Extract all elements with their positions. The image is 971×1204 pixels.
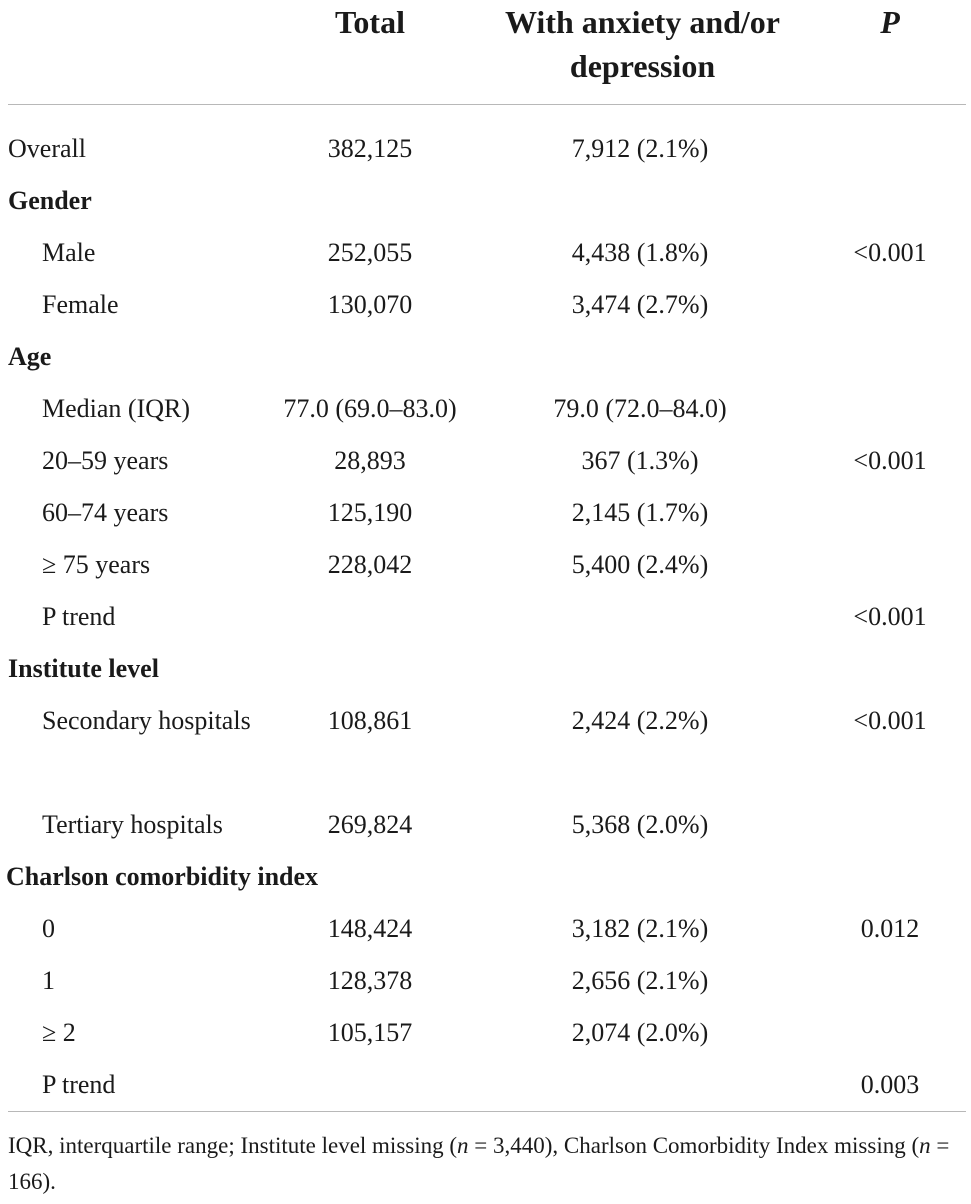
- footnote-n-var-2: n: [919, 1133, 931, 1158]
- section-gender: [0, 175, 971, 227]
- row-label: ≥ 2: [42, 1018, 76, 1047]
- header-total: Total: [335, 4, 405, 40]
- table-row-age-p-trend: [0, 591, 971, 643]
- row-label: 60–74 years: [42, 498, 169, 527]
- row-p: 0.003: [860, 1070, 920, 1099]
- table-row-female: [0, 279, 971, 331]
- header-with-anxiety-depression: [470, 0, 815, 88]
- table-row-cci-0: [0, 903, 971, 955]
- row-total: 269,824: [327, 810, 413, 839]
- table-row-cci-1: [0, 955, 971, 1007]
- row-label: Male: [42, 238, 96, 267]
- row-anx: 79.0 (72.0–84.0): [553, 394, 727, 423]
- table-row-male: [0, 227, 971, 279]
- header-divider: [8, 104, 966, 105]
- table-row-median-iqr: [0, 383, 971, 435]
- row-anx: 3,182 (2.1%): [571, 914, 709, 943]
- row-total: 108,861: [327, 706, 413, 735]
- row-total: 105,157: [327, 1018, 413, 1047]
- section-institute-level: [0, 643, 971, 695]
- row-label: 1: [42, 966, 55, 995]
- section-label: Gender: [8, 186, 92, 215]
- row-label: 20–59 years: [42, 446, 169, 475]
- table-row-age-75-plus: [0, 539, 971, 591]
- row-total: 382,125: [327, 134, 413, 163]
- row-total: 125,190: [327, 498, 413, 527]
- table-row-tertiary-hospitals: [0, 799, 971, 851]
- row-label: Tertiary hospitals: [42, 810, 223, 839]
- table-row-age-20-59: [0, 435, 971, 487]
- row-total: 130,070: [327, 290, 413, 319]
- row-anx: 2,145 (1.7%): [571, 498, 709, 527]
- row-total: 148,424: [327, 914, 413, 943]
- row-anx: 2,074 (2.0%): [571, 1018, 709, 1047]
- row-label: P trend: [42, 602, 116, 631]
- row-anx: 5,368 (2.0%): [571, 810, 709, 839]
- row-label: P trend: [42, 1070, 116, 1099]
- row-anx: 5,400 (2.4%): [571, 550, 709, 579]
- row-label: Median (IQR): [42, 394, 191, 423]
- table-footnote: [8, 1128, 966, 1200]
- row-p: <0.001: [853, 602, 927, 631]
- header-anx-line2: depression: [569, 48, 716, 84]
- table-header: [0, 0, 971, 104]
- row-anx: 367 (1.3%): [581, 446, 699, 475]
- row-total: 28,893: [334, 446, 406, 475]
- table-row-age-60-74: [0, 487, 971, 539]
- table-body: [0, 123, 971, 1111]
- table-row-secondary-hospitals: [0, 695, 971, 799]
- row-anx: 4,438 (1.8%): [571, 238, 709, 267]
- footnote-text-1: IQR, interquartile range; Institute level missing (: [8, 1133, 458, 1158]
- row-p: 0.012: [860, 914, 920, 943]
- table-row-overall: [0, 123, 971, 175]
- row-anx: 2,656 (2.1%): [571, 966, 709, 995]
- section-label: Age: [8, 342, 52, 371]
- section-charlson-comorbidity-index: [0, 851, 971, 903]
- row-total: 228,042: [327, 550, 413, 579]
- table-row-cci-2-plus: [0, 1007, 971, 1059]
- footnote-n-var-1: n: [457, 1133, 469, 1158]
- row-anx: 2,424 (2.2%): [571, 706, 709, 735]
- table-row-cci-p-trend: [0, 1059, 971, 1111]
- row-p: <0.001: [853, 238, 927, 267]
- section-label: Institute level: [8, 654, 159, 683]
- section-age: [0, 331, 971, 383]
- header-anx-line1: With anxiety and/or: [505, 4, 780, 40]
- row-anx: 3,474 (2.7%): [571, 290, 709, 319]
- row-label: ≥ 75 years: [42, 550, 151, 579]
- footnote-text-2: = 3,440), Charlson Comorbidity Index missing (: [468, 1133, 920, 1158]
- row-label: 0: [42, 914, 55, 943]
- row-total: 252,055: [327, 238, 413, 267]
- row-label: Female: [42, 290, 119, 319]
- footer-divider: [8, 1111, 966, 1112]
- row-total: 77.0 (69.0–83.0): [283, 394, 457, 423]
- footnote-text-3: = 166).: [8, 1133, 950, 1194]
- row-label: Secondary hospitals: [42, 706, 251, 735]
- row-total: 128,378: [327, 966, 413, 995]
- row-anx: 7,912 (2.1%): [571, 134, 709, 163]
- header-p-value: P: [880, 4, 900, 40]
- row-label: Overall: [8, 134, 86, 163]
- row-p: <0.001: [853, 706, 927, 735]
- section-label: Charlson comorbidity index: [6, 862, 319, 891]
- row-p: <0.001: [853, 446, 927, 475]
